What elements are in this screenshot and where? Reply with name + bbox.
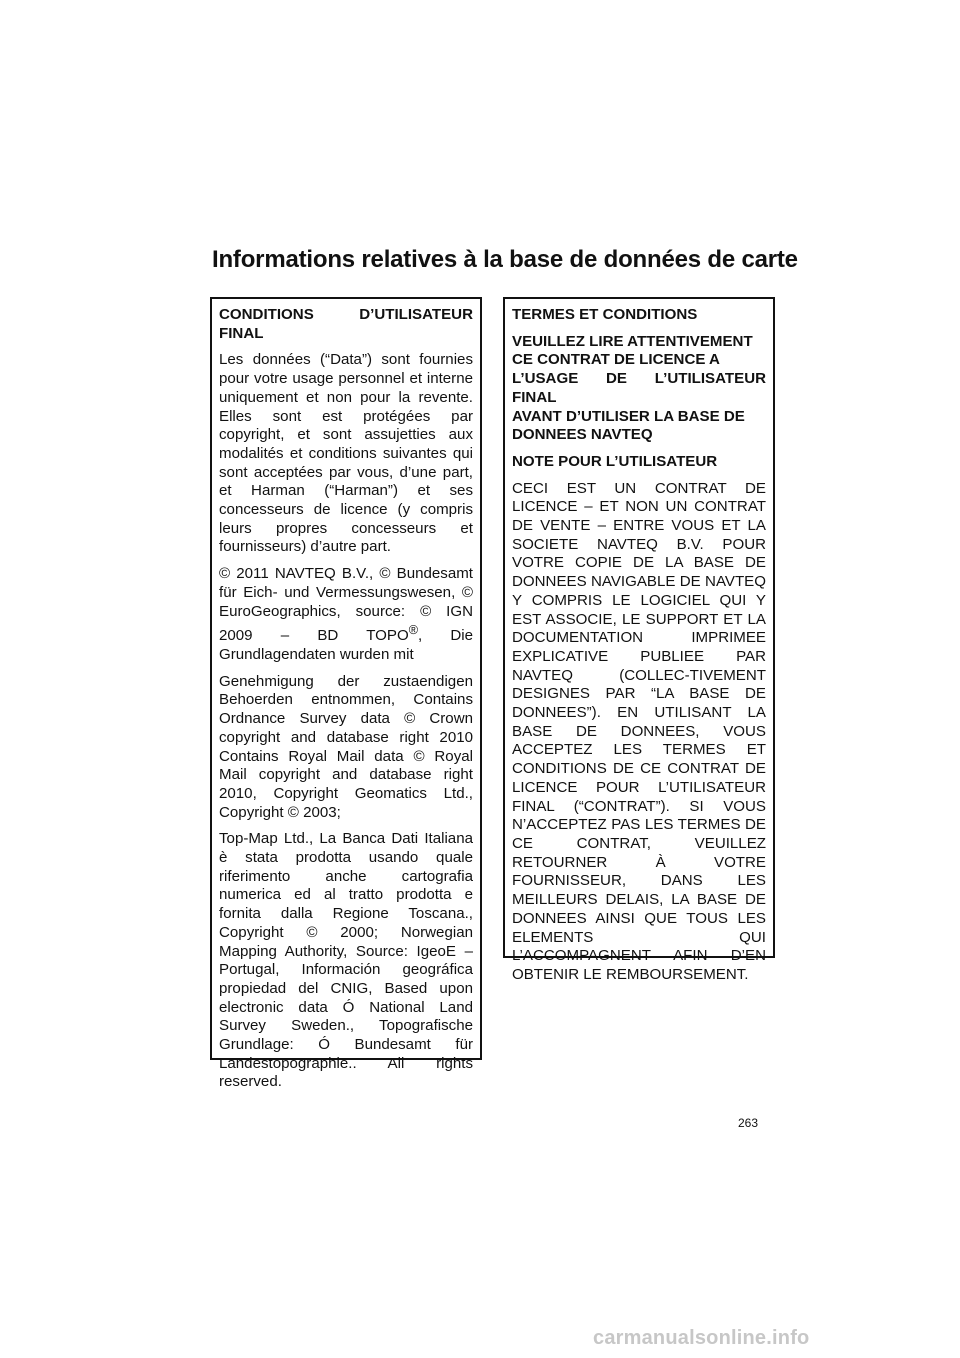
page-number: 263: [738, 1116, 759, 1130]
license-agreement-paragraph: CECI EST UN CONTRAT DE LICENCE – ET NON UN CONTRAT DE VENTE – ENTRE VOUS ET LA SOCIETE NAVTEQ B.V. POUR VOTRE COPIE DE LA BASE DE DONNEES NAVIGABLE DE NAVTEQ Y COMPRIS LE LOGICIEL QUI Y EST ASSOCIE, LE SUPPORT ET LA DOCUMENTATION IMPRIMEE EXPLICATIVE PUBLIEE PAR NAVTEQ (COLLEC-TIVEMENT DESIGNES PAR “LA BASE DE DONNEES”). EN UTILISANT LA BASE DE DONNEES, VOUS ACCEPTEZ LES TERMES ET CONDITIONS DE CE CONTRAT DE LICENCE POUR L’UTILISATEUR FINAL (“CONTRAT”). SI VOUS N’ACCEPTEZ PAS LES TERMES DE CE CONTRAT, VEUILLEZ RETOURNER À VOTRE FOURNISSEUR, DANS LES MEILLEURS DELAIS, LA BASE DE DONNEES AINSI QUE TOUS LES ELEMENTS QUI L’ACCOMPAGNENT AFIN D’EN OBTENIR LE REMBOURSEMENT.: [512, 479, 766, 983]
user-note-heading: NOTE POUR L’UTILISATEUR: [512, 452, 718, 470]
data-usage-paragraph: Les données (“Data”) sont fournies pour votre usage personnel et interne uniquement et non pour la revente. Elles sont est protégées par copyright, et sont assujetties aux modalités et conditions suivantes qui sont acceptées par vous, d’une part, et Harman (“Harman”) et ses concesseurs de licence (y compris leurs propres concesseurs et fournisseurs) d’autre part.: [219, 351, 473, 556]
warning-line: CE CONTRAT DE LICENCE A: [512, 351, 720, 369]
watermark: carmanualsonline.info: [593, 1327, 810, 1349]
copyright-paragraph: [219, 565, 473, 665]
authorization-paragraph: Genehmigung der zustaendigen Behoerden entnommen, Contains Ordnance Survey data © Crown copyright and database right 2010 Contains Royal Mail data © Royal Mail copyright and database right 2010, Copyright Geomatics Ltd., Copyright © 2003;: [219, 672, 473, 821]
map-sources-paragraph: Top-Map Ltd., La Banca Dati Italiana è stata prodotta usando quale riferimento anche cartografia numerica ed al tratto prodotta e fornita dalla Regione Toscana., Copyright © 2000; Norwegian Mapping Authority, Source: IgeoE – Portugal, Información geográfica propiedad del CNIG, Based upon electronic data Ó National Land Survey Sweden., Topografische Grundlage: Ó Bundesamt für Landestopographie.. All rights reserved.: [219, 830, 473, 1091]
copyright-text-end: , Die Grundlagendaten wurden mit: [219, 627, 473, 663]
warning-line: L’USAGE DE L’UTILISATEUR FINAL: [512, 370, 766, 406]
warning-line: DONNEES NAVTEQ: [512, 426, 653, 444]
terms-heading: TERMES ET CONDITIONS: [512, 306, 698, 323]
end-user-conditions-heading: CONDITIONS D’UTILISATEUR FINAL: [219, 306, 473, 342]
warning-line: AVANT D’UTILISER LA BASE DE: [512, 407, 745, 425]
terms-conditions-box: [503, 297, 775, 983]
read-carefully-warning: [512, 333, 766, 445]
registered-mark: ®: [408, 623, 418, 638]
page-title: Informations relatives à la base de données de carte: [212, 246, 798, 273]
end-user-conditions-box: [210, 297, 482, 1091]
copyright-text-start: © 2011 NAVTEQ B.V., © Bundesamt für Eich- und Vermessungswesen, © EuroGeographics, source: © IGN 2009 – BD TOPO: [219, 565, 473, 645]
warning-line: VEUILLEZ LIRE ATTENTIVEMENT: [512, 332, 753, 350]
